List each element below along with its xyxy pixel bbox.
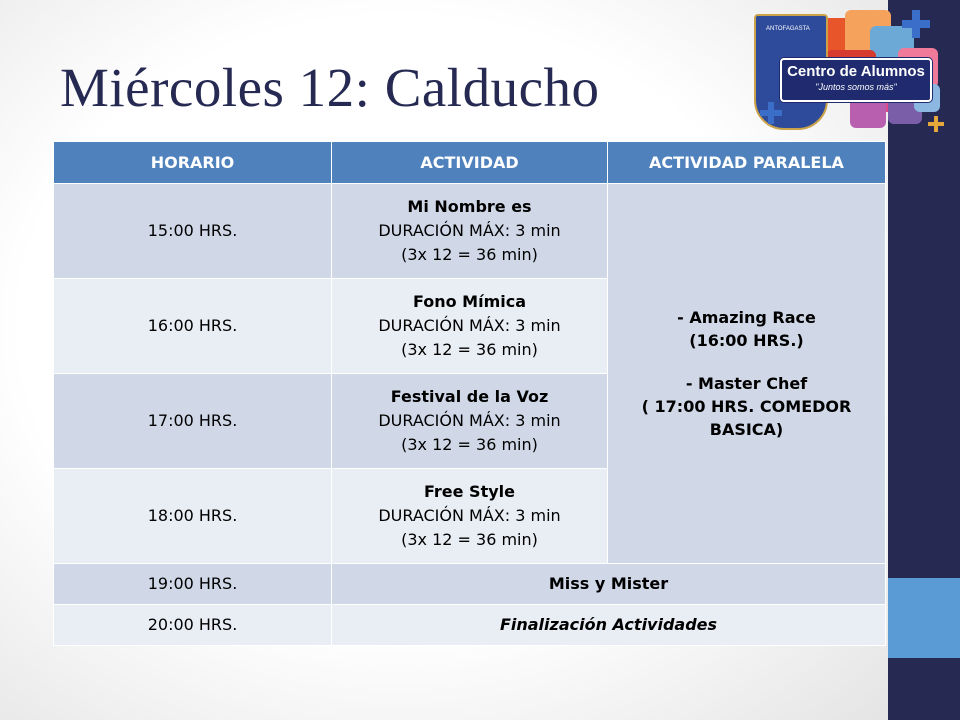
logo-title: Centro de Alumnos (787, 63, 925, 80)
activity-cell: Finalización Actividades (332, 605, 886, 646)
plus-icon (902, 10, 930, 38)
parallel-item-1-name: - Amazing Race (677, 307, 816, 327)
activity-name: Mi Nombre es (407, 197, 532, 216)
time-cell: 19:00 HRS. (54, 564, 332, 605)
activity-calc: (3x 12 = 36 min) (401, 435, 538, 454)
activity-name: Free Style (423, 482, 515, 501)
activity-duration: DURACIÓN MÁX: 3 min (378, 316, 561, 335)
activity-duration: DURACIÓN MÁX: 3 min (378, 506, 561, 525)
parallel-item-2-place: BASICA) (709, 420, 784, 440)
activity-cell (332, 184, 608, 279)
header-actividad: ACTIVIDAD (332, 142, 608, 184)
parallel-activity-cell (608, 184, 886, 564)
parallel-item-2-time: ( 17:00 HRS. COMEDOR (641, 397, 852, 417)
parallel-item-1-time: (16:00 HRS.) (689, 330, 804, 350)
side-accent (888, 578, 960, 658)
activity-duration: DURACIÓN MÁX: 3 min (378, 221, 561, 240)
table-row (54, 184, 886, 279)
time-cell: 18:00 HRS. (54, 469, 332, 564)
header-actividad-paralela: ACTIVIDAD PARALELA (608, 142, 886, 184)
table-row (54, 564, 886, 605)
activity-duration: DURACIÓN MÁX: 3 min (378, 411, 561, 430)
activity-cell (332, 469, 608, 564)
time-cell: 17:00 HRS. (54, 374, 332, 469)
header-horario: HORARIO (54, 142, 332, 184)
parallel-item-2-name: - Master Chef (685, 373, 808, 393)
plus-icon (760, 102, 782, 124)
activity-cell (332, 279, 608, 374)
activity-calc: (3x 12 = 36 min) (401, 530, 538, 549)
table-header-row (54, 142, 886, 184)
centro-de-alumnos-logo (750, 8, 960, 143)
activity-name: Festival de la Voz (390, 387, 549, 406)
activity-calc: (3x 12 = 36 min) (401, 245, 538, 264)
activity-calc: (3x 12 = 36 min) (401, 340, 538, 359)
slide-title: Miércoles 12: Calducho (60, 57, 600, 118)
activity-cell (332, 374, 608, 469)
time-cell: 20:00 HRS. (54, 605, 332, 646)
logo-banner (780, 58, 932, 102)
time-cell: 16:00 HRS. (54, 279, 332, 374)
shield-text: ANTOFAGASTA (766, 26, 810, 32)
table-row (54, 605, 886, 646)
logo-slogan: "Juntos somos más" (815, 82, 897, 92)
time-cell: 15:00 HRS. (54, 184, 332, 279)
activity-cell: Miss y Mister (332, 564, 886, 605)
schedule-table (53, 141, 886, 646)
activity-name: Fono Mímica (412, 292, 527, 311)
spacer (614, 352, 879, 372)
plus-icon (928, 116, 944, 132)
